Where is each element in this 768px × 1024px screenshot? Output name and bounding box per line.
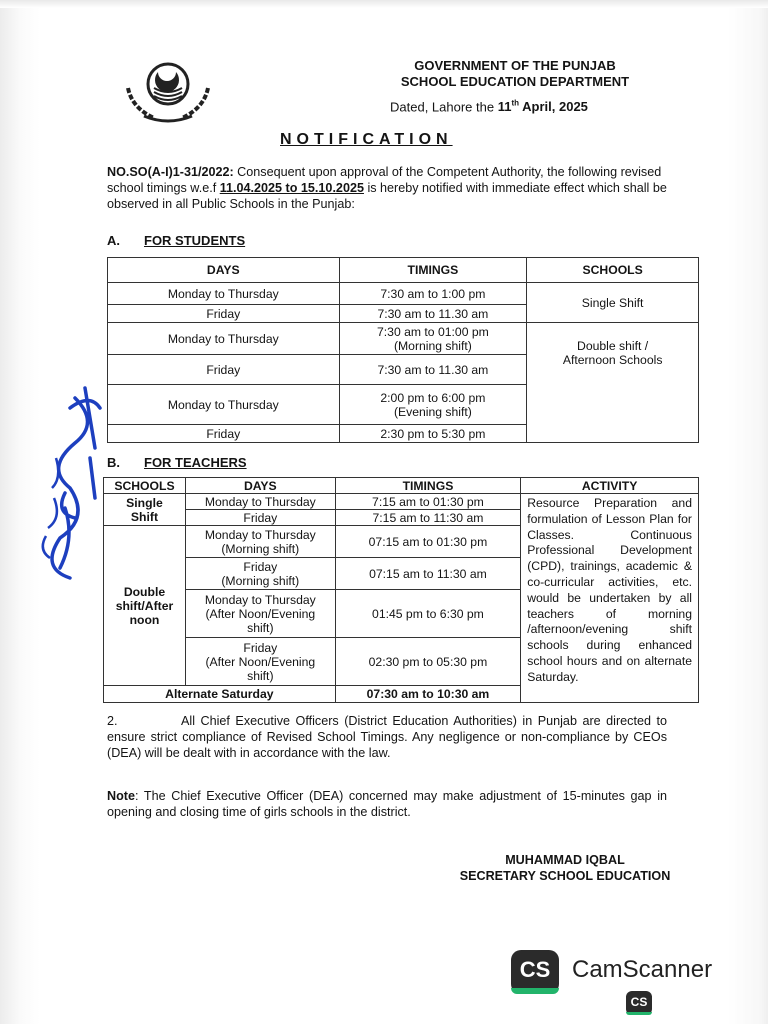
dated-rest: April, 2025 bbox=[522, 99, 588, 115]
col-timings: TIMINGS bbox=[339, 258, 527, 283]
shift-note: (After Noon/Evening bbox=[205, 606, 316, 621]
col-days: DAYS bbox=[108, 258, 340, 283]
handwritten-signature-icon bbox=[30, 368, 110, 600]
camscanner-small-logo-icon: CS bbox=[626, 991, 652, 1015]
double-line1: Double bbox=[123, 584, 166, 599]
timings-value: 7:30 am to 01:00 pm bbox=[377, 324, 489, 339]
timings-cell: 02:30 pm to 05:30 pm bbox=[335, 638, 521, 686]
single-line2: Shift bbox=[130, 509, 158, 524]
double-line2: shift/After bbox=[115, 598, 174, 613]
camscanner-logo-icon: CS bbox=[511, 950, 559, 994]
school-double-shift bbox=[527, 323, 699, 443]
timings-cell: 7:15 am to 01:30 pm bbox=[335, 494, 521, 510]
timings-cell: 07:15 am to 11:30 am bbox=[335, 558, 521, 590]
intro-text-2: is hereby notified with immediate effect which shall be observed in all Public Schools in the Punjab: bbox=[107, 181, 667, 211]
timings-cell: 7:15 am to 11:30 am bbox=[335, 510, 521, 526]
shift-note: (Morning shift) bbox=[221, 541, 300, 556]
days-cell: Monday to Thursday bbox=[108, 323, 340, 355]
punjab-emblem-icon bbox=[122, 58, 214, 128]
school-double-line1: Double shift / bbox=[577, 339, 649, 353]
school-double-line2: Afternoon Schools bbox=[562, 353, 663, 367]
days-cell: Friday bbox=[108, 355, 340, 385]
shift-note-2: shift) bbox=[247, 668, 274, 683]
days-value: Monday to Thursday bbox=[204, 592, 316, 607]
dated-day: 11 bbox=[497, 99, 512, 115]
timings-cell bbox=[339, 385, 527, 425]
col-days: DAYS bbox=[185, 478, 335, 494]
note-label: Note bbox=[107, 789, 135, 803]
paragraph-2 bbox=[107, 713, 667, 761]
shift-note-2: shift) bbox=[247, 620, 274, 635]
intro-paragraph bbox=[107, 164, 667, 212]
dated-suffix: th bbox=[511, 99, 520, 108]
days-cell: Friday bbox=[108, 425, 340, 443]
days-cell: Monday to Thursday bbox=[108, 283, 340, 305]
shift-note: (Morning shift) bbox=[221, 573, 300, 588]
table-row bbox=[108, 283, 699, 305]
students-timing-table bbox=[107, 257, 699, 443]
signatory-name: MUHAMMAD IQBAL bbox=[505, 853, 625, 867]
timings-cell: 7:30 am to 11.30 am bbox=[339, 305, 527, 323]
students-letter: A. bbox=[107, 233, 120, 248]
timings-cell: 7:30 am to 11.30 am bbox=[339, 355, 527, 385]
department-heading: SCHOOL EDUCATION DEPARTMENT bbox=[400, 74, 630, 89]
school-double-shift bbox=[104, 526, 186, 686]
teachers-header-row bbox=[104, 478, 699, 494]
teachers-timing-table bbox=[103, 477, 699, 703]
govt-heading: GOVERNMENT OF THE PUNJAB bbox=[414, 58, 616, 73]
days-cell: Friday bbox=[185, 510, 335, 526]
double-line3: noon bbox=[129, 612, 160, 627]
days-cell bbox=[185, 590, 335, 638]
notification-ref: NO.SO(A-I)1-31/2022: bbox=[107, 165, 234, 179]
teachers-letter: B. bbox=[107, 455, 120, 470]
col-schools: SCHOOLS bbox=[527, 258, 699, 283]
students-section-heading bbox=[107, 233, 245, 248]
note-text: : The Chief Executive Officer (DEA) concerned may make adjustment of 15-minutes gap in opening and closing time of girls schools in the district. bbox=[107, 789, 667, 819]
single-line1: Single bbox=[126, 495, 163, 510]
school-single-shift bbox=[104, 494, 186, 526]
date-line bbox=[390, 99, 588, 114]
shift-note: (After Noon/Evening bbox=[205, 654, 316, 669]
teachers-section-heading bbox=[107, 455, 247, 470]
scan-top-edge bbox=[0, 0, 768, 8]
days-value: Friday bbox=[243, 559, 278, 574]
days-cell: Monday to Thursday bbox=[185, 494, 335, 510]
timings-cell: 7:30 am to 1:00 pm bbox=[339, 283, 527, 305]
timings-cell: 2:30 pm to 5:30 pm bbox=[339, 425, 527, 443]
timings-cell: 01:45 pm to 6:30 pm bbox=[335, 590, 521, 638]
timings-cell: 07:15 am to 01:30 pm bbox=[335, 526, 521, 558]
notification-title: NOTIFICATION bbox=[280, 131, 453, 148]
dated-prefix: Dated, Lahore the bbox=[390, 99, 495, 115]
col-timings: TIMINGS bbox=[335, 478, 521, 494]
activity-description: Resource Preparation and formulation of Lesson Plan for Classes. Continuous Professional Development (CPD), trainings, academic & co-curricular activities, etc. would be undertaken by all teachers of morning /afternoon/evening shift schools during enhanced school hours and on alternate Saturday. bbox=[521, 494, 699, 703]
alternate-saturday-label: Alternate Saturday bbox=[104, 686, 336, 703]
effective-dates: 11.04.2025 to 15.10.2025 bbox=[219, 181, 364, 195]
timings-value: 2:00 pm to 6:00 pm bbox=[380, 390, 486, 405]
days-cell bbox=[185, 558, 335, 590]
teachers-heading: FOR TEACHERS bbox=[144, 455, 247, 470]
shift-note: (Evening shift) bbox=[393, 404, 472, 419]
students-heading: FOR STUDENTS bbox=[144, 233, 246, 248]
days-cell bbox=[185, 638, 335, 686]
shift-note: (Morning shift) bbox=[393, 338, 472, 353]
para2-number: 2. bbox=[107, 714, 118, 728]
table-row bbox=[104, 494, 699, 510]
table-row bbox=[108, 323, 699, 355]
days-value: Monday to Thursday bbox=[204, 527, 316, 542]
col-activity: ACTIVITY bbox=[521, 478, 699, 494]
students-header-row bbox=[108, 258, 699, 283]
para2-text: All Chief Executive Officers (District Education Authorities) in Punjab are directed to ensure strict compliance of Revised School Timings. Any negligence or non-compliance by CEOs (DEA) will be dealt with in accordance with the law. bbox=[107, 714, 667, 760]
col-schools: SCHOOLS bbox=[104, 478, 186, 494]
days-cell: Monday to Thursday bbox=[108, 385, 340, 425]
camscanner-brand: CamScanner bbox=[572, 956, 713, 983]
note-paragraph bbox=[107, 788, 667, 820]
timings-cell bbox=[339, 323, 527, 355]
signatory-title: SECRETARY SCHOOL EDUCATION bbox=[459, 869, 671, 883]
school-single-shift: Single Shift bbox=[527, 283, 699, 323]
days-cell: Friday bbox=[108, 305, 340, 323]
alternate-saturday-timings: 07:30 am to 10:30 am bbox=[335, 686, 521, 703]
days-cell bbox=[185, 526, 335, 558]
intro-text-1: Consequent upon approval of the Competent Authority, the following revised school timings w.e.f bbox=[107, 165, 662, 195]
days-value: Friday bbox=[243, 640, 278, 655]
